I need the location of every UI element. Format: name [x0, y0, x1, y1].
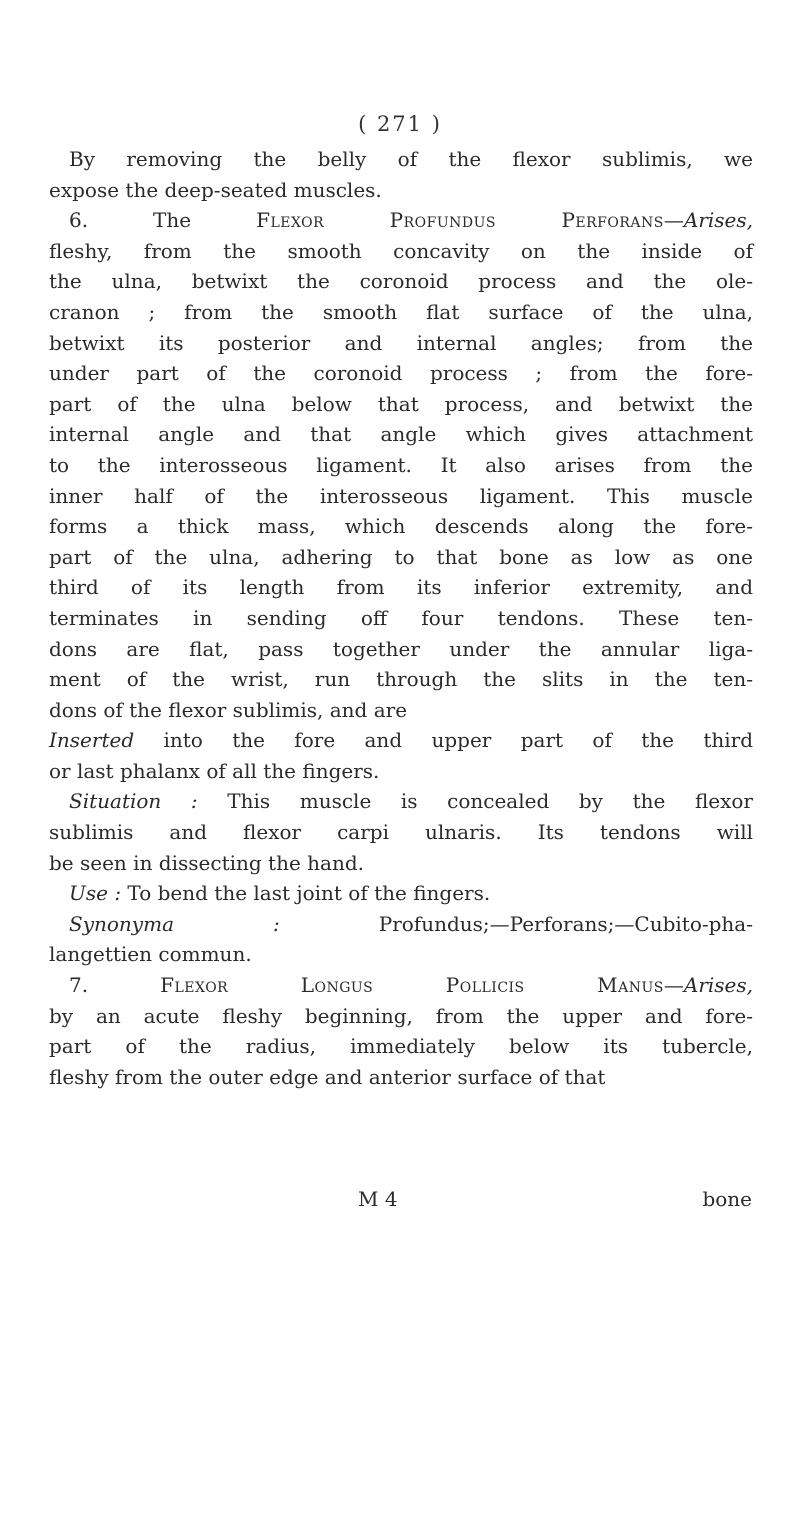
text-run: under part of the coronoid process ; from the fore-: [49, 361, 753, 386]
italic-term: Use :: [69, 881, 122, 906]
text-line: [49, 634, 753, 665]
text-run: inner half of the interosseous ligament. This muscle: [49, 483, 753, 508]
text-run: sublimis and flexor carpi ulnaris. Its tendons will: [49, 820, 753, 845]
italic-term: Inserted: [49, 728, 135, 753]
text-line: [49, 389, 753, 420]
text-line: [49, 878, 753, 909]
text-line: [49, 205, 753, 236]
text-run: forms a thick mass, which descends along the fore-: [49, 514, 753, 539]
text-line: [49, 603, 753, 634]
italic-term: Arises,: [683, 208, 753, 233]
text-run: third of its length from its inferior extremity, and: [49, 575, 753, 600]
text-line: [49, 297, 753, 328]
text-line: [49, 786, 753, 817]
text-line: [49, 695, 753, 726]
text-run: part of the ulna below that process, and betwixt the: [49, 391, 753, 416]
text-run: part of the radius, immediately below its tubercle,: [49, 1034, 753, 1059]
page-footer: [0, 1187, 800, 1217]
text-run: By removing the belly of the flexor sublimis, we: [69, 147, 753, 171]
text-run: —: [663, 973, 684, 998]
text-run: part of the ulna, adhering to that bone as low as one: [49, 544, 753, 569]
text-run: dons are flat, pass together under the annular liga-: [49, 636, 753, 661]
text-line: [49, 572, 753, 603]
paragraph: [49, 205, 753, 725]
text-line: [49, 175, 753, 206]
paragraph: [49, 909, 753, 970]
page-number-header: ( 271 ): [358, 112, 442, 136]
text-line: [49, 481, 753, 512]
text-run: 7.: [69, 973, 161, 998]
text-run: dons of the flexor sublimis, and are: [49, 697, 408, 722]
paragraph: [49, 144, 753, 205]
text-line: [49, 144, 753, 175]
text-run: into the fore and upper part of the third: [134, 728, 753, 753]
text-run: fleshy, from the smooth concavity on the inside of: [49, 238, 753, 263]
text-line: [49, 419, 753, 450]
text-line: [49, 1062, 753, 1093]
text-line: [49, 1031, 753, 1062]
text-run: Profundus;—Perforans;—Cubito-pha-: [279, 911, 753, 936]
text-line: [49, 848, 753, 879]
text-line: [49, 542, 753, 573]
text-line: [49, 450, 753, 481]
text-run: —: [663, 208, 684, 233]
text-line: [49, 236, 753, 267]
text-run: or last phalanx of all the fingers.: [49, 758, 380, 783]
text-run: expose the deep-seated muscles.: [49, 177, 382, 202]
text-run: 6. The: [69, 208, 257, 233]
italic-term: Situation :: [69, 789, 198, 814]
text-line: [49, 511, 753, 542]
text-line: [49, 970, 753, 1001]
text-line: [49, 358, 753, 389]
text-run: To bend the last joint of the fingers.: [121, 881, 491, 906]
text-run: langettien commun.: [49, 942, 252, 967]
text-run: This muscle is concealed by the flexor: [197, 789, 753, 814]
text-line: [49, 1001, 753, 1032]
muscle-name: Flexor Longus Pollicis Manus: [160, 973, 664, 998]
text-line: [49, 756, 753, 787]
text-line: [49, 725, 753, 756]
catchword: bone: [702, 1187, 752, 1211]
text-line: [49, 266, 753, 297]
text-run: cranon ; from the smooth flat surface of the ulna,: [49, 299, 753, 324]
text-run: internal angle and that angle which gives attachment: [49, 422, 753, 447]
text-line: [49, 664, 753, 695]
italic-term: Synonyma :: [69, 911, 280, 936]
text-run: terminates in sending off four tendons. These ten-: [49, 605, 753, 630]
text-run: betwixt its posterior and internal angles; from the: [49, 330, 753, 355]
muscle-name: Flexor Profundus Perforans: [256, 208, 664, 233]
text-line: [49, 939, 753, 970]
text-run: ment of the wrist, run through the slits in the ten-: [49, 667, 753, 692]
text-run: the ulna, betwixt the coronoid process and the ole-: [49, 269, 753, 294]
text-run: be seen in dissecting the hand.: [49, 850, 364, 875]
body-text: [49, 144, 753, 1092]
signature-mark: M 4: [358, 1187, 398, 1211]
text-line: [49, 909, 753, 940]
text-run: by an acute fleshy beginning, from the upper and fore-: [49, 1003, 753, 1028]
paragraph: [49, 878, 753, 909]
text-run: fleshy from the outer edge and anterior surface of that: [49, 1064, 606, 1089]
paragraph: [49, 786, 753, 878]
paragraph: [49, 725, 753, 786]
text-line: [49, 328, 753, 359]
text-line: [49, 817, 753, 848]
text-run: to the interosseous ligament. It also arises from the: [49, 452, 753, 477]
italic-term: Arises,: [683, 973, 753, 998]
paragraph: [49, 970, 753, 1092]
